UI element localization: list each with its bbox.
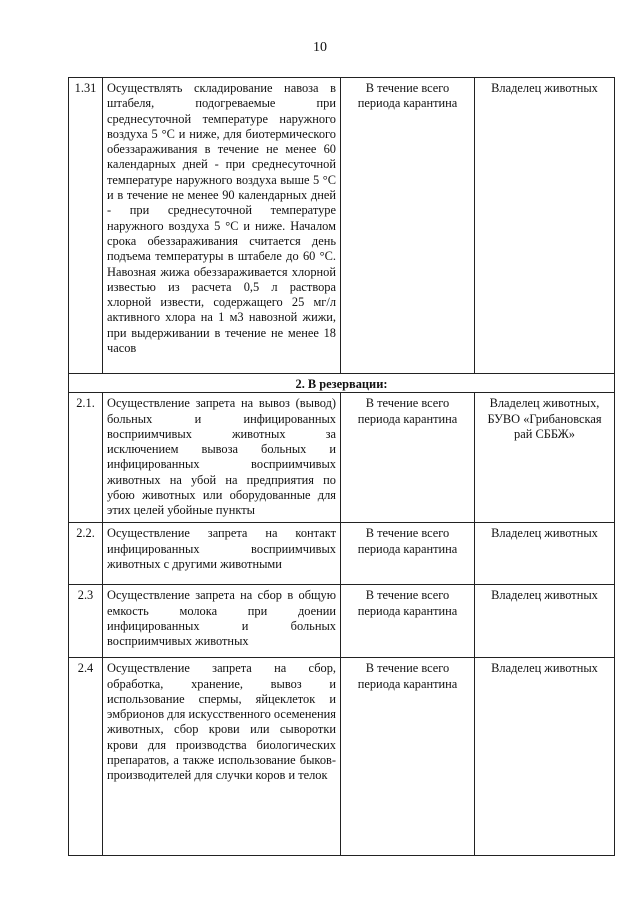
row-term: В течение всего периода карантина — [341, 523, 475, 585]
table-row — [69, 78, 615, 374]
measures-table — [68, 77, 615, 856]
row-action: Осуществлять складирование навоза в штабеля, подогреваемые при среднесуточной температуре наружного воздуха 5 °С и ниже, для биотермического обеззараживания в течение не менее 60 календарных дней - при среднесуточной температуре наружного воздуха выше 5 °С и в течение не менее 90 календарных дней - при среднесуточной температуре наружного воздуха 5 °С и ниже. Началом срока обеззараживания считается день подъема температуры в штабеле до 60 °С. Навозная жижа обеззараживается хлорной известью из расчета 0,5 л раствора хлорной извести, содержащего 25 мг/л активного хлора на 1 м3 навозной жижи, при выдерживании в течение не менее 18 часов — [103, 78, 341, 374]
table-row — [69, 523, 615, 585]
row-responsible: Владелец животных, БУВО «Грибановская рай СББЖ» — [475, 393, 615, 523]
row-responsible: Владелец животных — [475, 523, 615, 585]
section-title: 2. В резервации: — [69, 374, 615, 393]
row-number: 2.1. — [69, 393, 103, 523]
row-number: 2.4 — [69, 658, 103, 856]
row-action: Осуществление запрета на сбор, обработка, хранение, вывоз и использование спермы, яйцеклеток и эмбрионов для искусственного осеменения животных, сбор крови или сыворотки крови для производства биологических препаратов, а также использование быков-производителей для случки коров и телок — [103, 658, 341, 856]
row-term: В течение всего периода карантина — [341, 658, 475, 856]
row-term: В течение всего периода карантина — [341, 393, 475, 523]
row-number: 1.31 — [69, 78, 103, 374]
table-row — [69, 393, 615, 523]
row-responsible: Владелец животных — [475, 585, 615, 658]
row-action: Осуществление запрета на сбор в общую емкость молока при доении инфицированных и больных восприимчивых животных — [103, 585, 341, 658]
table-row — [69, 658, 615, 856]
row-responsible: Владелец животных — [475, 78, 615, 374]
row-term: В течение всего периода карантина — [341, 78, 475, 374]
row-number: 2.2. — [69, 523, 103, 585]
row-responsible: Владелец животных — [475, 658, 615, 856]
row-number: 2.3 — [69, 585, 103, 658]
table-row — [69, 585, 615, 658]
page-number: 10 — [313, 40, 327, 55]
row-term: В течение всего периода карантина — [341, 585, 475, 658]
section-header-row — [69, 374, 615, 393]
row-action: Осуществление запрета на вывоз (вывод) больных и инфицированных восприимчивых животных за исключением вывоза больных и инфицированных восприимчивых животных на убой на предприятия по убою животных или оборудованные для этих целей убойные пункты — [103, 393, 341, 523]
row-action: Осуществление запрета на контакт инфицированных восприимчивых животных с другими животными — [103, 523, 341, 585]
